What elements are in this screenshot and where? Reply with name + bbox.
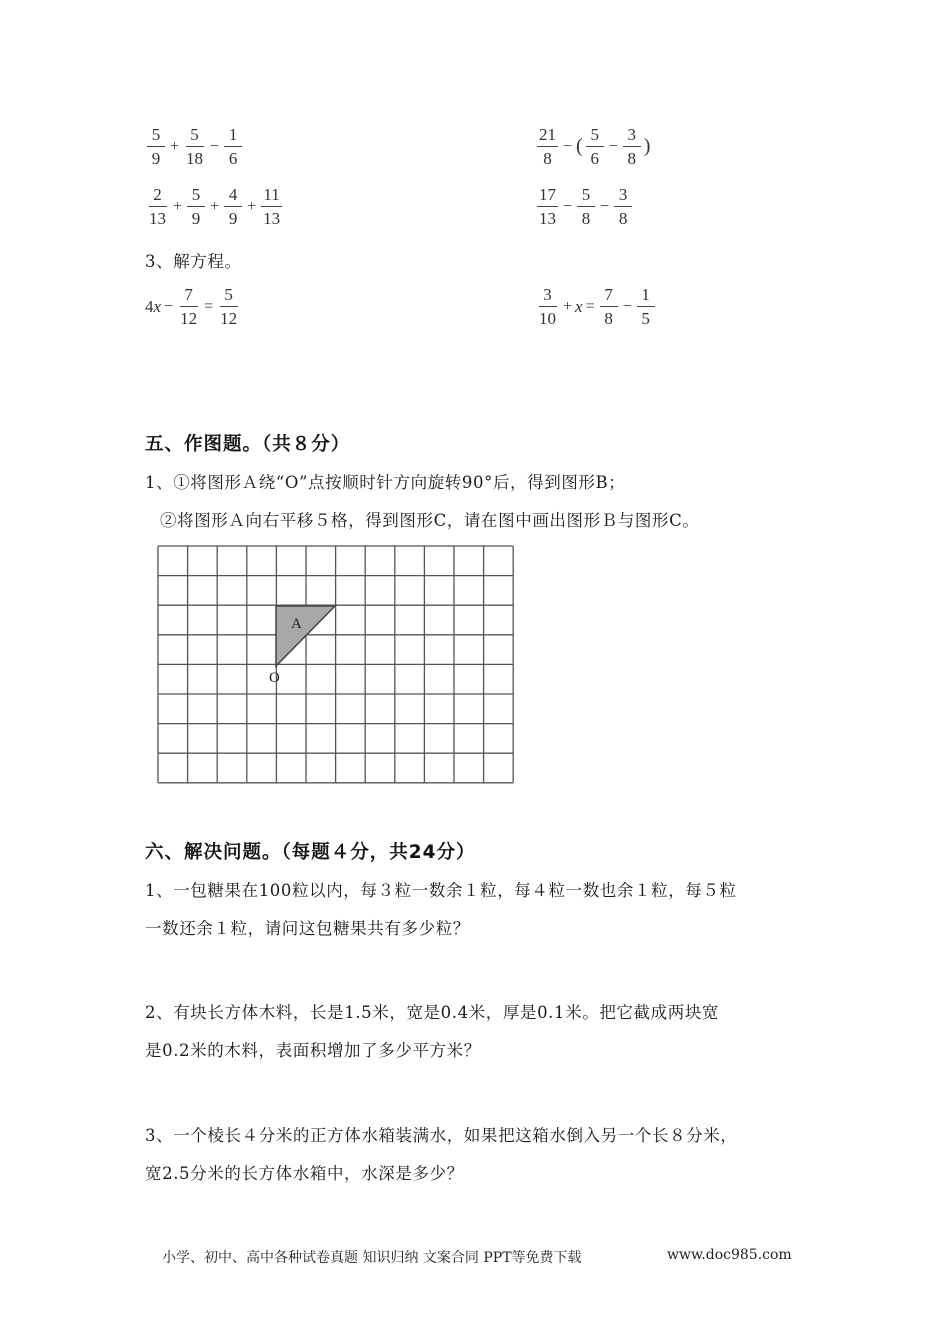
fraction: $\frac{5}{9}$ xyxy=(147,126,165,167)
equations-label: 3、解方程。 xyxy=(145,252,242,271)
question-2-line-2: 是0.2米的木料，表面积增加了多少平方米？ xyxy=(145,1041,481,1060)
section-6-title: 六、解决问题。（每题４分，共24分） xyxy=(145,842,476,863)
fraction: $\frac{2}{13}$ xyxy=(149,185,166,228)
question-3-line-2: 宽2.5分米的长方体水箱中，水深是多少？ xyxy=(145,1164,464,1183)
fraction: $\frac{7}{12}$ xyxy=(180,285,198,328)
fraction: $\frac{7}{8}$ xyxy=(600,286,618,327)
fraction: $\frac{11}{13}$ xyxy=(263,185,281,228)
question-1-line-1: 1、一包糖果在100粒以内，每３粒一数余１粒，每４粒一数也余１粒，每５粒 xyxy=(145,881,737,900)
equation-1: 4 x − $\frac{7}{12}$ = $\frac{5}{12}$ xyxy=(145,285,238,328)
fraction: $\frac{5}{6}$ xyxy=(586,126,604,167)
fraction: $\frac{3}{10}$ xyxy=(539,285,556,328)
fraction: $\frac{5}{9}$ xyxy=(187,186,205,227)
expression-1: $\frac{5}{9}$ + $\frac{5}{18}$ − $\frac{1}{6}$ xyxy=(145,126,244,167)
fraction: $\frac{17}{13}$ xyxy=(539,185,556,228)
question-1-line-2: 一数还余１粒，请问这包糖果共有多少粒？ xyxy=(145,919,470,938)
fraction: $\frac{5}{18}$ xyxy=(186,125,204,168)
equation-2: $\frac{3}{10}$ + x = $\frac{7}{8}$ − $\frac{1}{5}$ xyxy=(535,286,657,327)
footer-text: 小学、初中、高中各种试卷真题 知识归纳 文案合同 PPT等免费下载 xyxy=(162,1250,582,1266)
section-5-title: 五、作图题。（共８分） xyxy=(145,434,351,455)
question-2-line-1: 2、有块长方体木料，长是1.5米，宽是0.4米，厚是0.1米。把它截成两块宽 xyxy=(145,1003,720,1022)
point-o-label: O xyxy=(269,670,280,686)
fraction: $\frac{1}{5}$ xyxy=(637,286,655,327)
expression-3: $\frac{2}{13}$ + $\frac{5}{9}$ + $\frac{4}{9}$ + $\frac{11}{13}$ xyxy=(149,185,281,228)
footer-url[interactable]: www.doc985.com xyxy=(667,1247,792,1263)
question-3-line-1: 3、一个棱长４分米的正方体水箱装满水，如果把这箱水倒入另一个长８分米， xyxy=(145,1126,738,1145)
fraction: $\frac{3}{8}$ xyxy=(623,126,641,167)
fraction: $\frac{3}{8}$ xyxy=(614,186,632,227)
fraction: $\frac{1}{6}$ xyxy=(224,126,242,167)
expression-4: $\frac{17}{13}$ − $\frac{5}{8}$ − $\frac{3}{8}$ xyxy=(535,186,634,227)
fraction: $\frac{21}{8}$ xyxy=(539,125,556,168)
shape-a-label: A xyxy=(291,616,302,632)
section-5-line-1: 1、①将图形Ａ绕“O”点按顺时针方向旋转90°后，得到图形B； xyxy=(145,473,626,492)
fraction: $\frac{5}{12}$ xyxy=(220,285,238,328)
expression-2: $\frac{21}{8}$ − ( $\frac{5}{6}$ − $\frac{3}{8}$ ) xyxy=(539,125,651,168)
section-5-line-2: ②将图形Ａ向右平移５格，得到图形C，请在图中画出图形Ｂ与图形C。 xyxy=(160,511,700,530)
fraction: $\frac{5}{8}$ xyxy=(577,186,595,227)
fraction: $\frac{4}{9}$ xyxy=(224,186,242,227)
drawing-grid xyxy=(150,540,520,792)
